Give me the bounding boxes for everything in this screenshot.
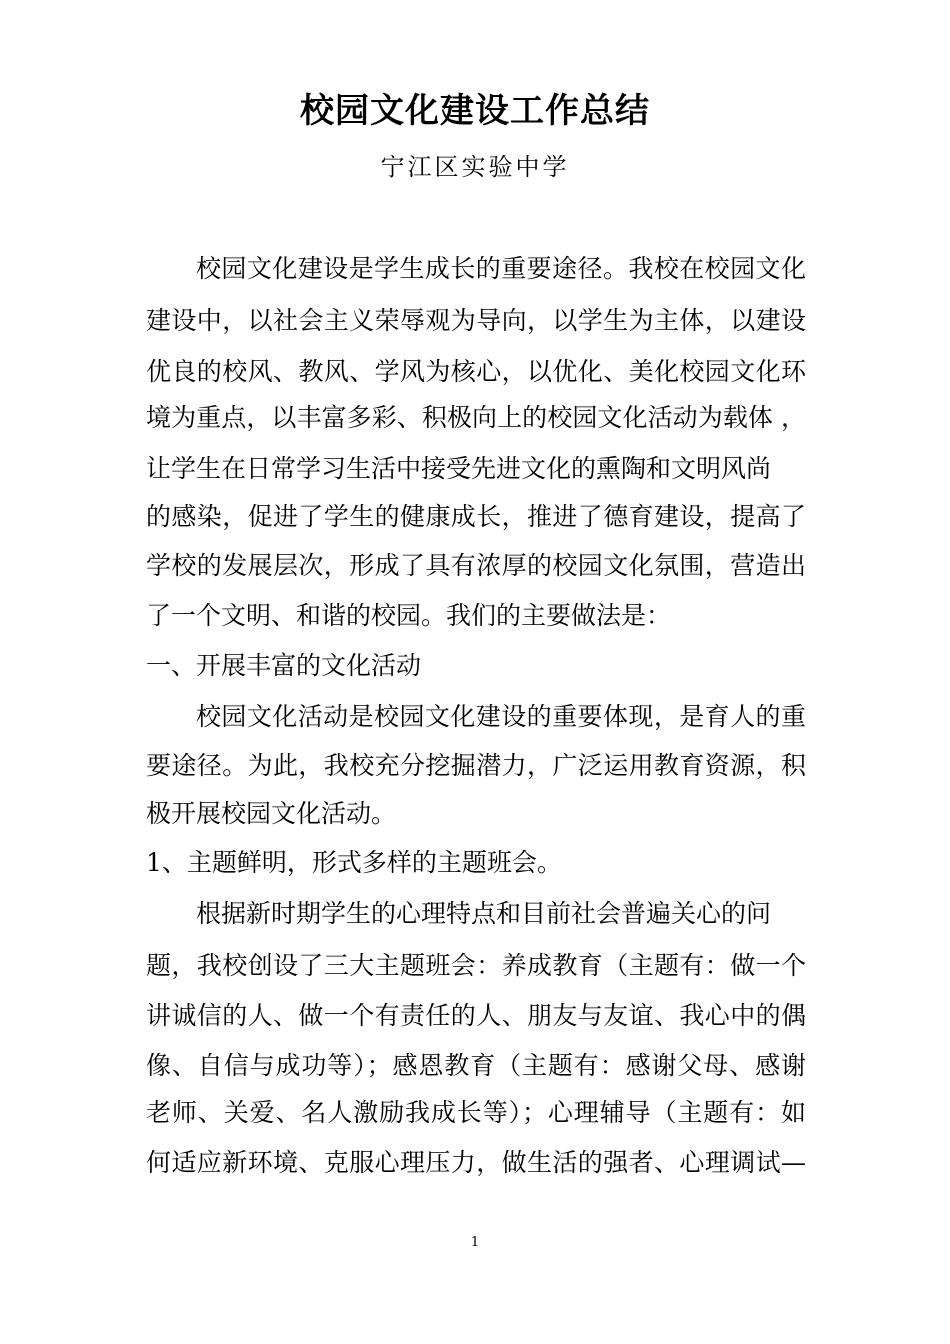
document-subtitle: 宁江区实验中学 xyxy=(380,153,570,181)
body-text-line: 要途径。为此，我校充分挖掘潜力，广泛运用教育资源，积 xyxy=(146,751,806,780)
subsection-heading: 1、主题鲜明，形式多样的主题班会。 xyxy=(146,848,562,877)
body-text-line: 何适应新环境、克服心理压力，做生活的强者、心理调试— xyxy=(146,1148,806,1177)
body-text-line: 极开展校园文化活动。 xyxy=(146,799,397,828)
body-text-line: 的感染，促进了学生的健康成长，推进了德育建设，提高了 xyxy=(146,502,806,531)
body-text-line: 像、自信与成功等）；感恩教育（主题有：感谢父母、感谢 xyxy=(146,1051,806,1080)
section-heading: 一、开展丰富的文化活动 xyxy=(146,651,422,680)
body-text-line: 优良的校风、教风、学风为核心，以优化、美化校园文化环 xyxy=(146,357,806,386)
body-text-line: 建设中，以社会主义荣辱观为导向，以学生为主体，以建设 xyxy=(146,306,806,335)
body-text-line: 老师、关爱、名人激励我成长等）；心理辅导（主题有：如 xyxy=(146,1098,806,1127)
body-text-line: 讲诚信的人、做一个有责任的人、朋友与友谊、我心中的偶 xyxy=(146,1001,806,1030)
body-text-line: 学校的发展层次，形成了具有浓厚的校园文化氛围，营造出 xyxy=(146,551,806,580)
document-title: 校园文化建设工作总结 xyxy=(300,91,650,131)
body-text-line: 根据新时期学生的心理特点和目前社会普遍关心的问 xyxy=(196,899,772,928)
body-text-line: 境为重点，以丰富多彩、积极向上的校园文化活动为载体 ， xyxy=(146,403,806,432)
body-text-line: 让学生在日常学习生活中接受先进文化的熏陶和文明风尚 xyxy=(146,454,772,483)
body-text-line: 题，我校创设了三大主题班会：养成教育（主题有：做一个 xyxy=(146,951,806,980)
body-text-line: 校园文化建设是学生成长的重要途径。我校在校园文化 xyxy=(196,254,806,283)
body-text-line: 校园文化活动是校园文化建设的重要体现，是育人的重 xyxy=(196,702,806,731)
page-number: 1 xyxy=(470,1235,480,1250)
body-text-line: 了一个文明、和谐的校园。我们的主要做法是： xyxy=(146,601,672,630)
